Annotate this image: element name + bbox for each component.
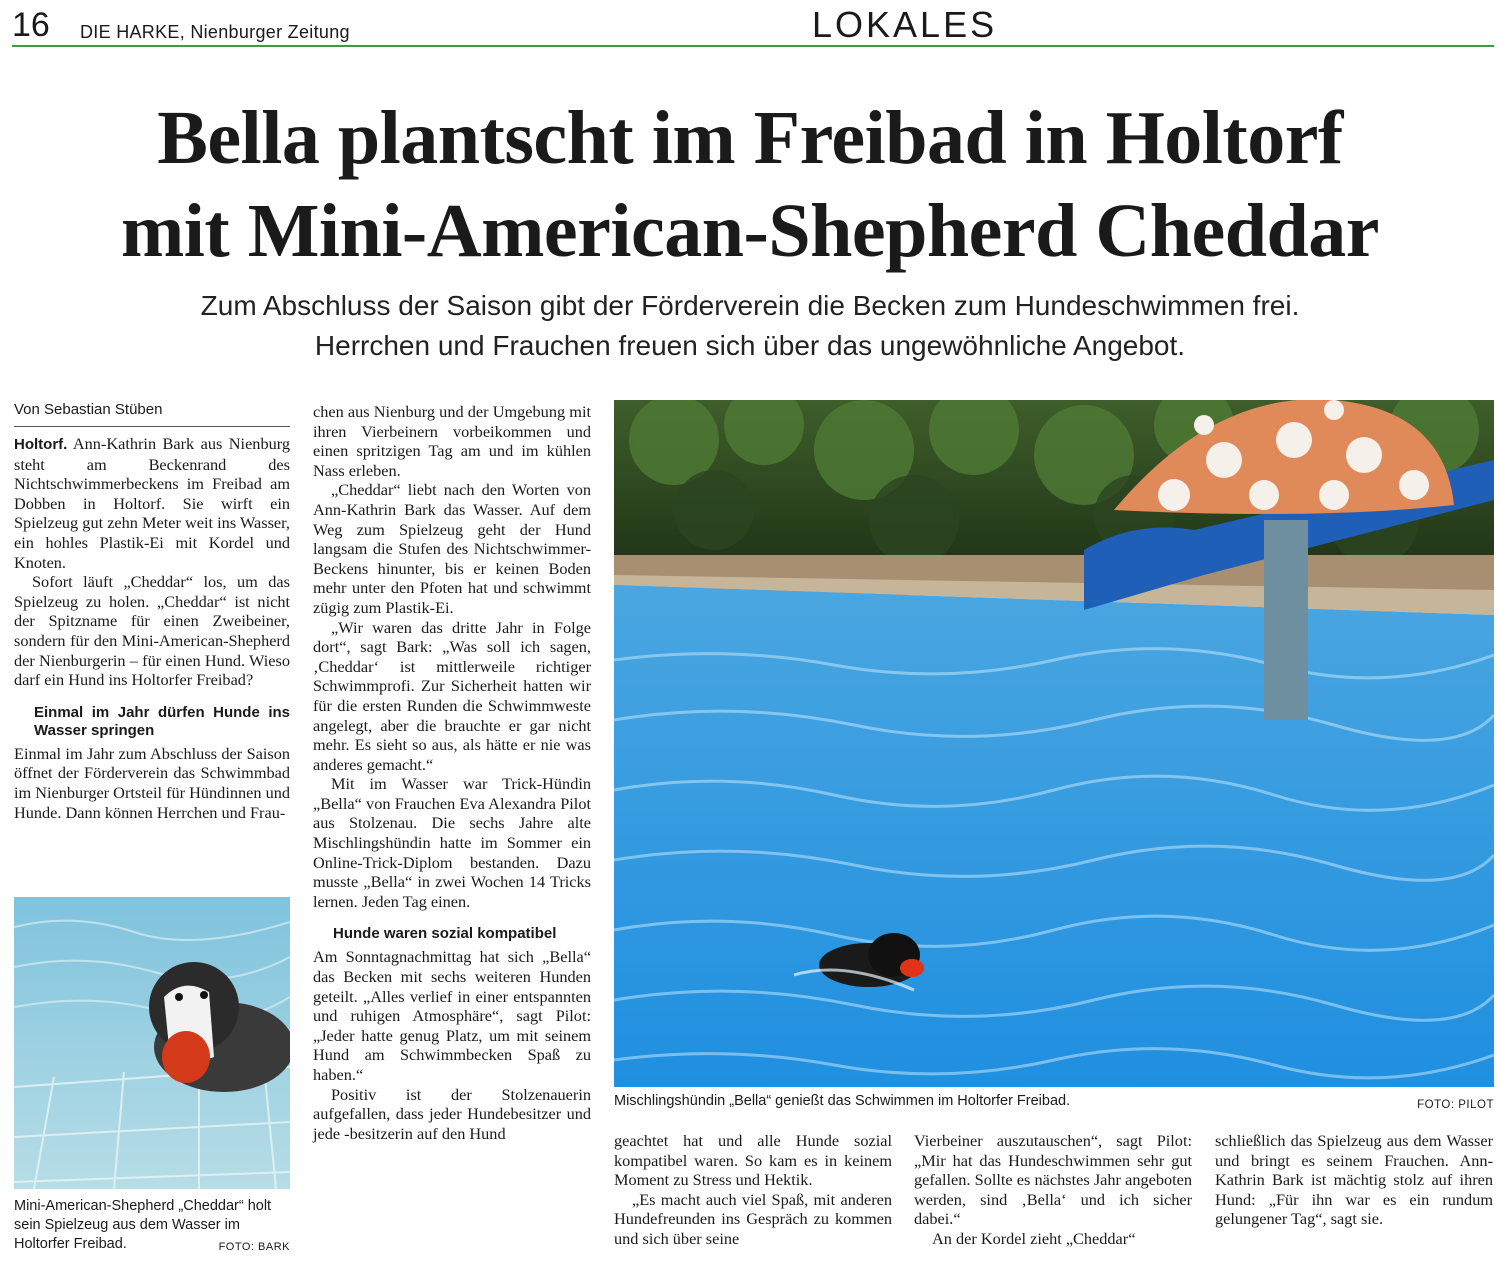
article-paragraph: Positiv ist der Stolzenauerin aufgefallen, dass jeder Hundebesitzer und jede -besitzerin auf den Hund — [313, 1084, 591, 1143]
article-column-3 — [614, 1131, 892, 1249]
photo-cheddar — [14, 897, 290, 1189]
article-column-2 — [313, 402, 591, 1143]
photo-bella — [614, 400, 1494, 1087]
header-rule — [12, 45, 1494, 47]
caption-text: Mini-American-Shepherd „Cheddar“ holt sein Spielzeug aus dem Wasser im Holtorfer Freibad. — [14, 1198, 272, 1252]
dateline: Holtorf. — [14, 436, 68, 453]
article-paragraph: „Es macht auch viel Spaß, mit anderen Hundefreunden ins Gespräch zu kommen und sich über seine — [614, 1189, 892, 1248]
byline-rule — [14, 426, 290, 427]
article-paragraph: Am Sonntagnachmittag hat sich „Bella“ das Becken mit sechs weiteren Hunden geteilt. „Alles verlief in einer entspannten und ruhigen Atmosphäre“, sagt Pilot: „Jeder hatte genug Platz, um mit seinem Hund am Schwimmbecken Spaß zu haben.“ — [313, 947, 591, 1084]
subheadline-line-2: Herrchen und Frauchen freuen sich über das ungewöhnliche Angebot. — [314, 330, 1186, 361]
photo-credit: FOTO: BARK — [218, 1241, 290, 1253]
photo-credit: FOTO: PILOT — [1417, 1099, 1494, 1111]
article-subheading: Einmal im Jahr dürfen Hunde ins Wasser springen — [34, 703, 290, 739]
article-paragraph: „Cheddar“ liebt nach den Worten von Ann-Kathrin Bark das Wasser. Auf dem Weg zum Spielzeug geht der Hund langsam die Stufen des Nichtschwimmer-Beckens hinunter, bis er keinen Boden mehr unter den Pfoten hat und schwimmt zügig zum Plastik-Ei. — [313, 480, 591, 617]
headline — [0, 92, 1500, 278]
article-paragraph: Einmal im Jahr zum Abschluss der Saison öffnet der Förderverein das Schwimmbad im Nienburger Ortsteil für Hündinnen und Hunde. Dann können Herrchen und Frau- — [14, 743, 290, 822]
headline-line-2: mit Mini-American-Shepherd Cheddar — [120, 189, 1380, 273]
article-subheading: Hunde waren sozial kompatibel — [333, 925, 557, 943]
pool-image — [614, 400, 1494, 1087]
dog-swimming-image — [14, 897, 290, 1189]
article-paragraph — [14, 434, 290, 572]
photo-caption-small — [14, 1197, 290, 1257]
page-number: 16 — [12, 6, 50, 44]
article-paragraph: schließlich das Spielzeug aus dem Wasser und bringt es seinem Frauchen. Ann-Kathrin Bark ist mächtig stolz auf ihren Hund: „Für ihn war es ein rundum gelungener Tag“, sagt sie. — [1215, 1131, 1493, 1229]
article-paragraph: geachtet hat und alle Hunde sozial kompatibel waren. So kam es in keinem Moment zu Stress und Hektik. — [614, 1131, 892, 1190]
article-paragraph: „Wir waren das dritte Jahr in Folge dort“, sagt Bark: „Was soll ich sagen, ‚Cheddar‘ ist mittlerweile richtiger Schwimmprofi. Zur Sicherheit hatten wir für die ersten Runden die Schwimmweste angelegt, aber die brauchte er gar nicht mehr. Es sieht so aus, als hätte er nie was anderes gemacht.“ — [313, 617, 591, 774]
subheadline-line-1: Zum Abschluss der Saison gibt der Förderverein die Becken zum Hundeschwimmen frei. — [200, 290, 1300, 321]
article-paragraph: Sofort läuft „Cheddar“ los, um das Spielzeug zu holen. „Cheddar“ ist nicht der Spitzname für einen Zweibeiner, sondern für den Mini-American-Shepherd der Nienburgerin – für einen Hund. Wieso darf ein Hund ins Holtorfer Freibad? — [14, 572, 290, 690]
article-column-4 — [914, 1131, 1192, 1249]
headline-line-1: Bella plantscht im Freibad in Holtorf — [157, 96, 1343, 180]
article-paragraph: Mit im Wasser war Trick-Hündin „Bella“ von Frauchen Eva Alexandra Pilot aus Stolzenau. Die sechs Jahre alte Mischlingshündin hatte im Sommer ein Online-Trick-Diplom bestanden. Dazu musste „Bella“ in zwei Wochen 14 Tricks lernen. Jeden Tag einen. — [313, 774, 591, 911]
photo-caption-main: Mischlingshündin „Bella“ genießt das Schwimmen im Holtorfer Freibad. — [614, 1093, 1071, 1109]
publication-name: DIE HARKE, Nienburger Zeitung — [80, 22, 350, 42]
article-paragraph: Vierbeiner auszutauschen“, sagt Pilot: „Mir hat das Hundeschwimmen sehr gut gefallen. Sollte es nächstes Jahr angeboten werden, sind ‚Bella‘ und ich sicher dabei.“ — [914, 1131, 1192, 1229]
article-paragraph: An der Kordel zieht „Cheddar“ — [932, 1228, 1136, 1248]
article-column-5 — [1215, 1131, 1493, 1229]
subheadline — [0, 286, 1500, 366]
article-column-1 — [14, 434, 290, 822]
article-paragraph: chen aus Nienburg und der Umgebung mit ihren Vierbeinern vorbeikommen und einen spritzigen Tag am und im kühlen Nass erleben. — [313, 402, 591, 480]
paragraph-text: Ann-Kathrin Bark aus Nienburg steht am Beckenrand des Nichtschwimmerbeckens im Freibad am Dobben in Holtorf. Sie wirft ein Spielzeug gut zehn Meter weit ins Wasser, ein hohles Plastik-Ei mit Kordel und Knoten. — [14, 434, 290, 572]
section-title: LOKALES — [812, 4, 998, 45]
byline: Von Sebastian Stüben — [14, 401, 163, 418]
